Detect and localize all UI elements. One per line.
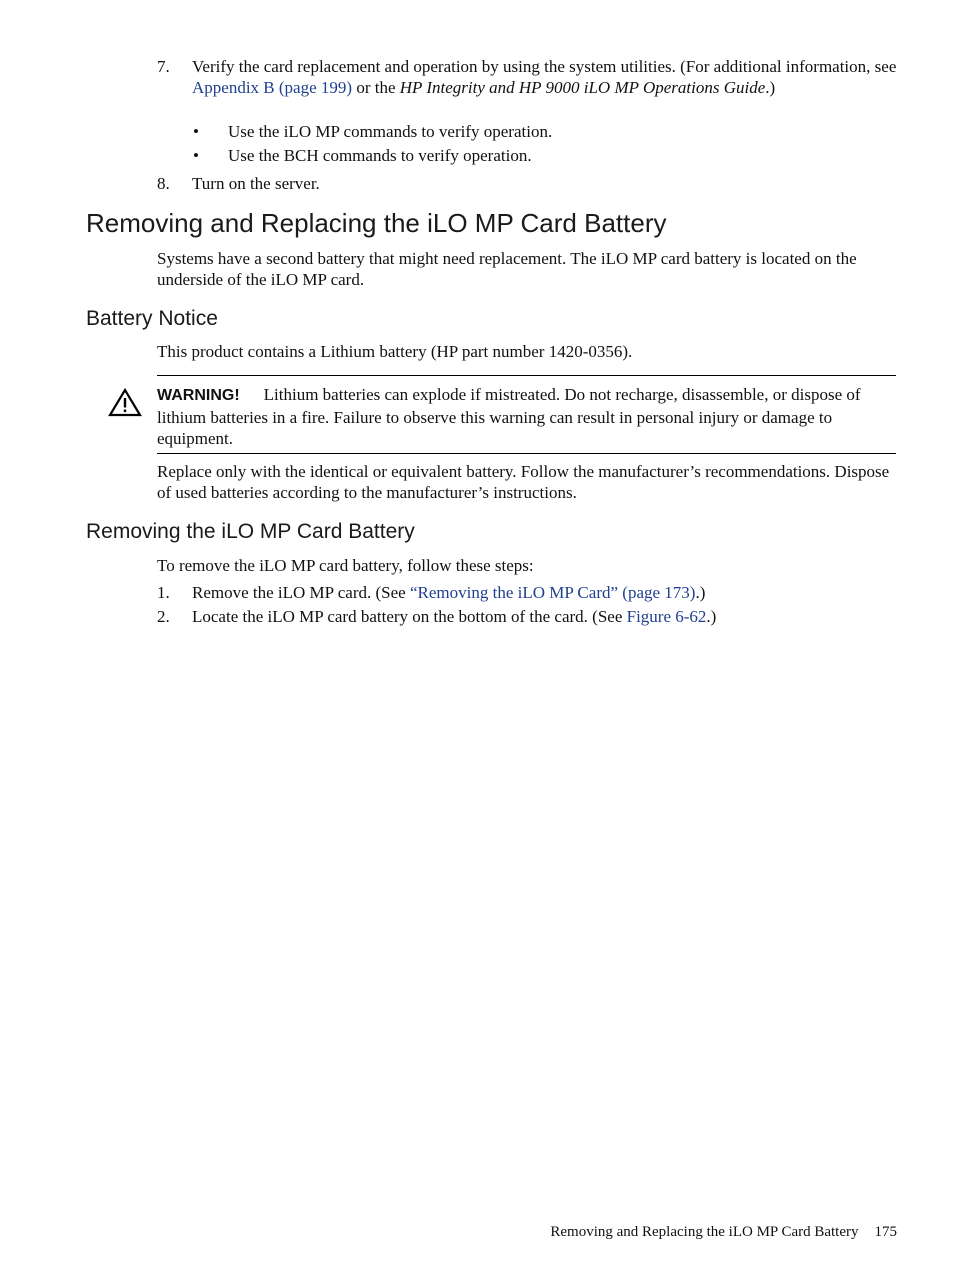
battery-after-text: Replace only with the identical or equivalent battery. Follow the manufacturer’s recommendations. Dispose of used batteries according to the manufacturer’s instructions. xyxy=(157,462,890,502)
removing-title: Removing the iLO MP Card Battery xyxy=(86,520,415,543)
bullet-1-glyph: • xyxy=(193,122,199,141)
figure-6-62-link[interactable]: Figure 6-62 xyxy=(626,607,707,626)
step-8-number: 8. xyxy=(157,174,170,193)
section-intro: Systems have a second battery that might need replacement. The iLO MP card battery is located on the underside of the iLO MP card. xyxy=(157,249,857,289)
warning-triangle-icon xyxy=(108,387,142,422)
step-7-text-a: Verify the card replacement and operation by using the system utilities. (For additional information, see xyxy=(192,57,897,76)
section-title: Removing and Replacing the iLO MP Card Battery xyxy=(86,208,667,238)
footer-running-title: Removing and Replacing the iLO MP Card Battery xyxy=(550,1224,859,1240)
bullet-2-glyph: • xyxy=(193,146,199,165)
removing-step-1-number: 1. xyxy=(157,583,170,602)
bullet-2-text: Use the BCH commands to verify operation. xyxy=(228,146,532,165)
removing-step-1-text-b: .) xyxy=(695,583,706,602)
warning-text: Lithium batteries can explode if mistreated. Do not recharge, disassemble, or dispose of lithium batteries in a fire. Failure to observe this warning can result in personal injury or damage to equipment. xyxy=(157,385,861,448)
battery-notice-text: This product contains a Lithium battery (HP part number 1420-0356). xyxy=(157,342,633,361)
step-7-text-c: .) xyxy=(765,78,776,97)
removing-ilo-card-link[interactable]: “Removing the iLO MP Card” (page 173) xyxy=(409,583,696,602)
removing-step-2-text-a: Locate the iLO MP card battery on the bottom of the card. (See xyxy=(192,607,627,626)
step-7-number: 7. xyxy=(157,57,170,76)
warning-top-rule xyxy=(157,375,896,376)
page-footer xyxy=(550,1222,897,1243)
warning-label: WARNING! xyxy=(157,387,240,404)
warning-bottom-rule xyxy=(157,453,896,454)
battery-notice-title: Battery Notice xyxy=(86,307,218,330)
step-8-text: Turn on the server. xyxy=(192,174,320,193)
removing-intro: To remove the iLO MP card battery, follow these steps: xyxy=(157,556,534,575)
removing-step-2-number: 2. xyxy=(157,607,170,626)
removing-step-1-text xyxy=(192,582,898,603)
removing-step-2-text-b: .) xyxy=(706,607,717,626)
warning-block xyxy=(157,384,899,450)
removing-step-1-text-a: Remove the iLO MP card. (See xyxy=(192,583,410,602)
appendix-b-link[interactable]: Appendix B (page 199) xyxy=(192,78,353,97)
step-7-text xyxy=(192,56,898,98)
footer-page-number: 175 xyxy=(874,1224,897,1240)
ilo-guide-title: HP Integrity and HP 9000 iLO MP Operations Guide xyxy=(399,78,766,97)
step-7-text-b: or the xyxy=(352,78,400,97)
bullet-1-text: Use the iLO MP commands to verify operation. xyxy=(228,122,553,141)
removing-step-2-text xyxy=(192,606,898,627)
